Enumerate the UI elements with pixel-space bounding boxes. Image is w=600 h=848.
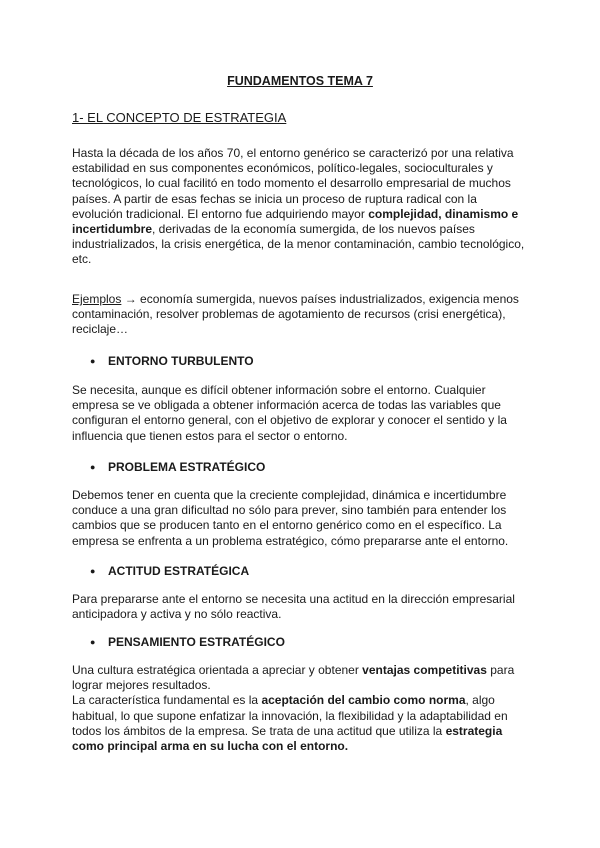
pensamiento-bold-1: ventajas competitivas (362, 663, 487, 677)
pensamiento-text-2: para lograr mejores resultados. (72, 663, 515, 693)
intro-paragraph (72, 146, 528, 268)
section-heading: 1- EL CONCEPTO DE ESTRATEGIA (72, 110, 287, 125)
bullet-heading-pensamiento-estrategico (90, 635, 285, 650)
bullet-heading-label: ACTITUD ESTRATÉGICA (108, 564, 250, 578)
actitud-estrategica-paragraph: Para prepararse ante el entorno se necesita una actitud en la dirección empresarial anticipadora y activa y no sólo reactiva. (72, 592, 515, 622)
bullet-icon: ● (90, 566, 96, 576)
bullet-heading-label: PROBLEMA ESTRATÉGICO (108, 460, 266, 474)
examples-label: Ejemplos (72, 292, 122, 306)
pensamiento-text-4: , algo habitual, lo que supone enfatizar la innovación, la flexibilidad y la adaptabilidad en todos los ámbitos de la empresa. Se trata de una actitud que utiliza la (72, 693, 508, 738)
intro-text-1: Hasta la década de los años 70, el entorno genérico se caracterizó por una relativa estabilidad en sus componentes económicos, político-legales, socioculturales y tecnológicos, lo cual facilitó en todo momento el desarrollo empresarial de muchos países. A partir de esas fechas se inicia un proceso de ruptura radical con la evolución tradicional. El entorno fue adquiriendo mayor (72, 146, 514, 221)
pensamiento-bold-2: aceptación del cambio como norma (261, 693, 466, 708)
pensamiento-estrategico-paragraph (72, 663, 528, 754)
bullet-heading-actitud-estrategica (90, 564, 249, 579)
problema-estrategico-paragraph: Debemos tener en cuenta que la creciente complejidad, dinámica e incertidumbre conduce a una gran dificultad no sólo para prever, sino también para entender los cambios que se producen tanto en el entorno genérico como en el específico. La empresa se enfrenta a un problema estratégico, cómo prepararse ante el entorno. (72, 488, 509, 548)
bullet-heading-label: PENSAMIENTO ESTRATÉGICO (108, 635, 285, 649)
bullet-icon: ● (90, 462, 96, 472)
bullet-heading-label: ENTORNO TURBULENTO (108, 354, 254, 368)
intro-text-2: , derivadas de la economía sumergida, de los nuevos países industrializados, la crisis energética, de la menor contaminación, cambio tecnológico, etc. (72, 222, 525, 267)
pensamiento-text-3: La característica fundamental es la (72, 693, 262, 708)
examples-paragraph (72, 292, 528, 338)
bullet-heading-entorno-turbulento (90, 354, 254, 369)
bullet-icon: ● (90, 637, 96, 647)
bullet-heading-problema-estrategico (90, 460, 265, 475)
document-title: FUNDAMENTOS TEMA 7 (227, 74, 373, 88)
entorno-turbulento-paragraph: Se necesita, aunque es difícil obtener información sobre el entorno. Cualquier empresa se ve obligada a obtener información acerca de todas las variables que configuran el entorno general, con el objetivo de explorar y conocer el sentido y la influencia que tienen estos para el sector o entorno. (72, 383, 507, 443)
pensamiento-text-1: Una cultura estratégica orientada a apreciar y obtener (72, 663, 363, 677)
intro-bold: complejidad, dinamismo e incertidumbre (72, 206, 519, 237)
examples-text: economía sumergida, nuevos países industrializados, exigencia menos contaminación, resolver problemas de agotamiento de recursos (crisi energética), reciclaje… (72, 292, 519, 337)
bullet-icon: ● (90, 356, 96, 366)
arrow-icon: → (121, 292, 141, 306)
pensamiento-bold-3: estrategia como principal arma en su lucha con el entorno. (72, 723, 503, 754)
